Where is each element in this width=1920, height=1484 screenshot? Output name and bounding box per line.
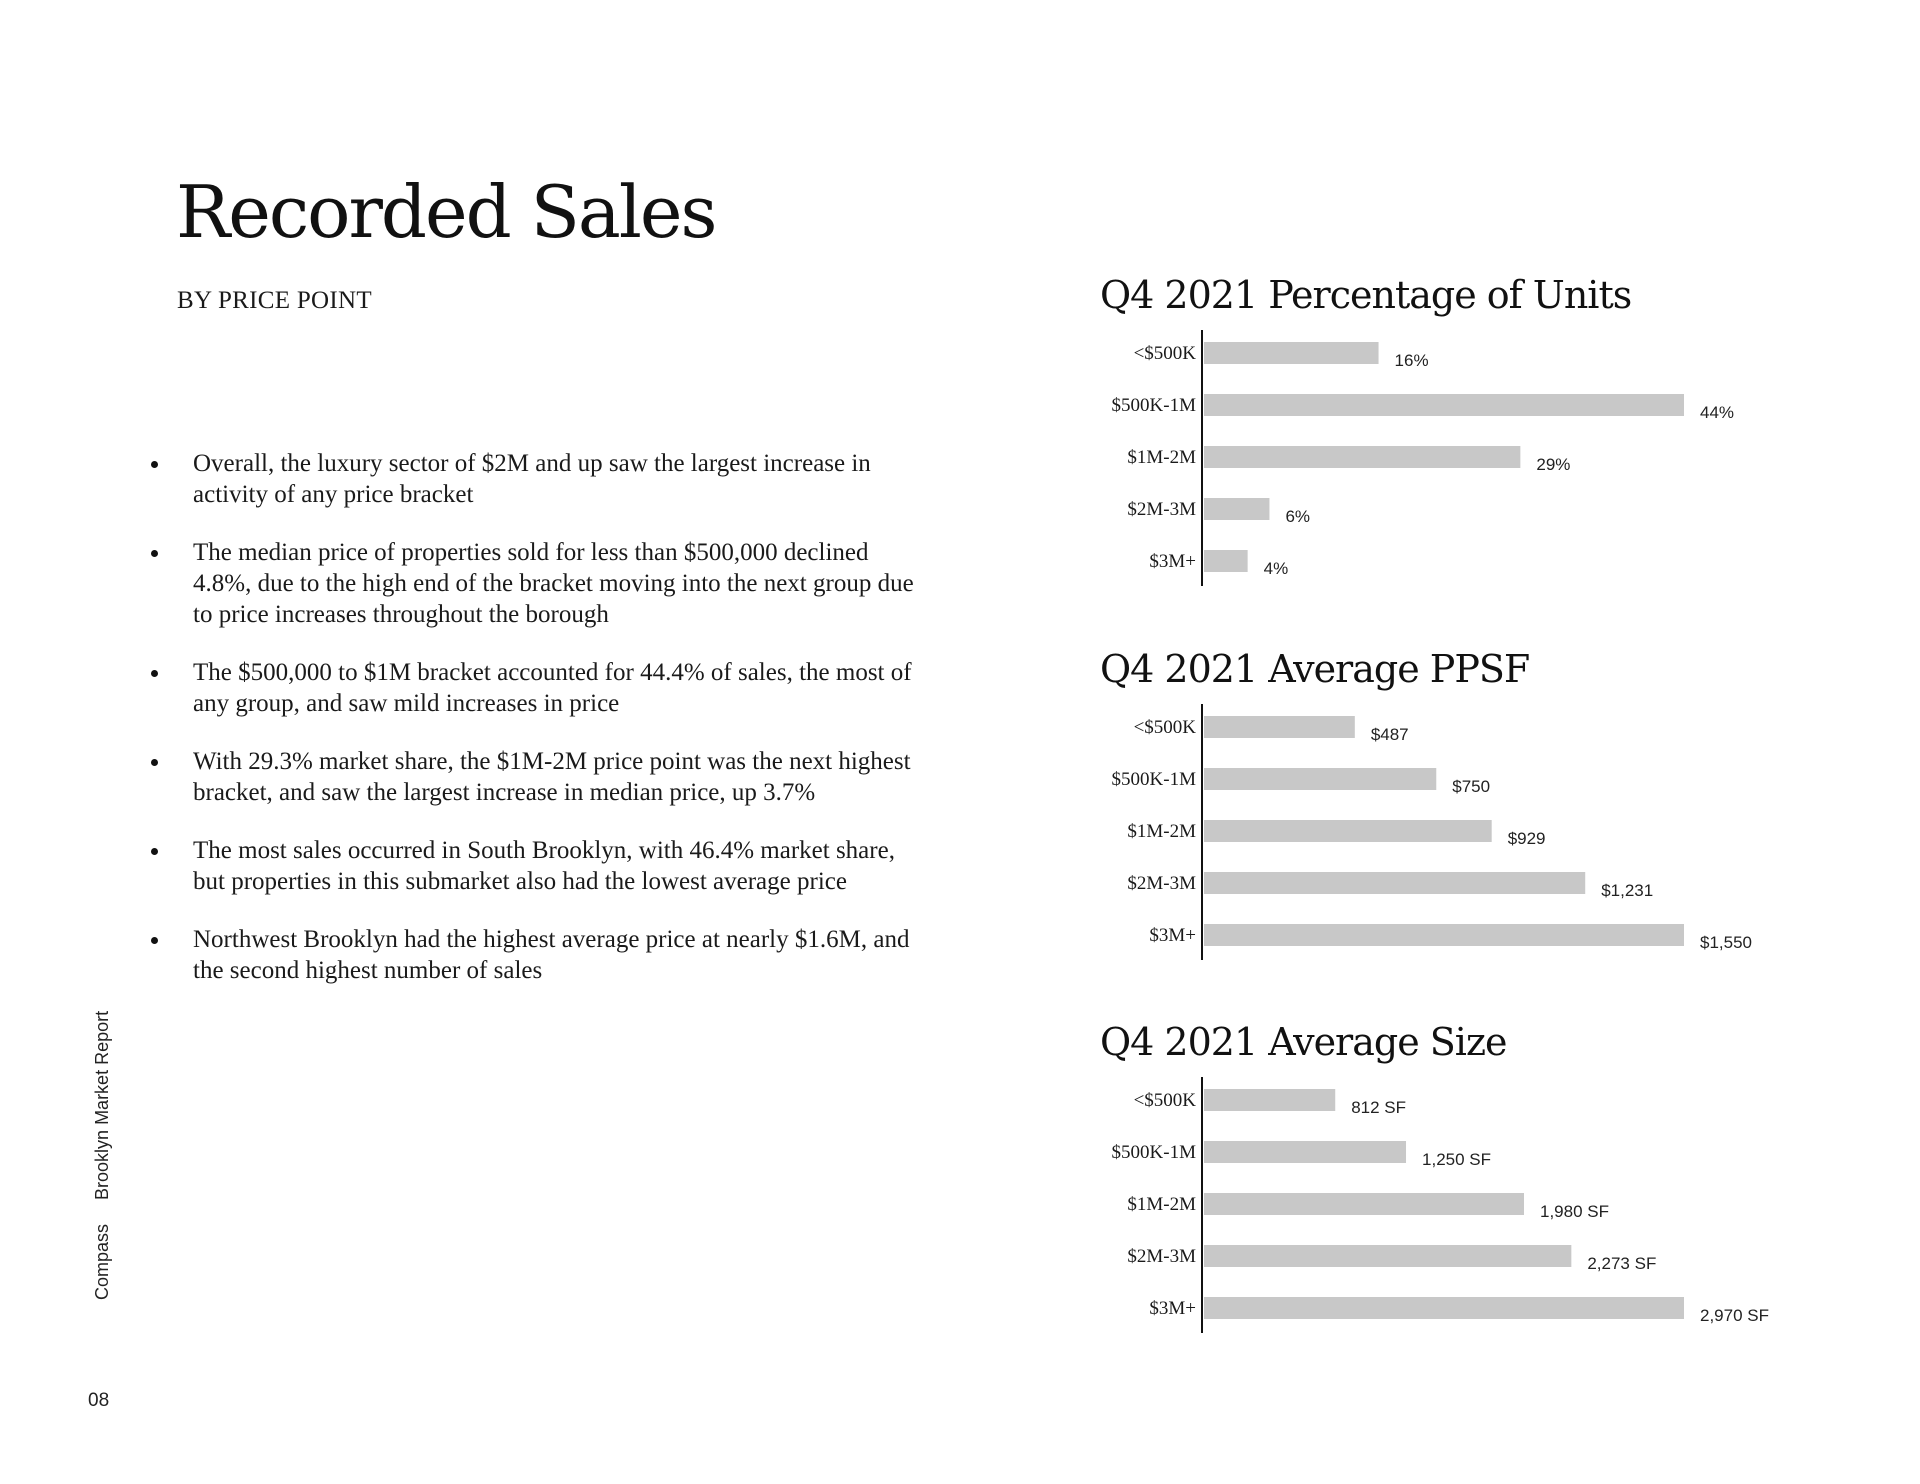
value-label-2m-3m: $1,231 [1601,881,1654,900]
category-label-3m: $3M+ [1149,1298,1196,1319]
bullet-list [138,448,938,1013]
bar-500k [1204,1089,1335,1111]
value-label-500k-1m: 1,250 SF [1422,1150,1492,1169]
category-label-1m-2m: $1M-2M [1127,821,1196,842]
category-label-500k-1m: $500K-1M [1111,769,1196,790]
bullet-text: With 29.3% market share, the $1M-2M price point was the next highest bracket, and saw the largest increase in median price, up 3.7% [193,748,911,806]
chart-size [1090,1077,1810,1347]
value-label-1m-2m: $929 [1507,829,1546,848]
bar-500k [1204,342,1379,364]
category-label-2m-3m: $2M-3M [1127,1246,1196,1267]
page-subtitle: BY PRICE POINT [177,287,372,314]
value-label-500k: 812 SF [1351,1098,1407,1117]
list-item [138,537,938,630]
chart-units [1090,330,1810,600]
bullet-text: Northwest Brooklyn had the highest average price at nearly $1.6M, and the second highest number of sales [193,926,910,984]
category-label-1m-2m: $1M-2M [1127,1194,1196,1215]
category-label-500k-1m: $500K-1M [1111,395,1196,416]
category-label-2m-3m: $2M-3M [1127,499,1196,520]
bullet-text: Overall, the luxury sector of $2M and up saw the largest increase in activity of any price bracket [193,450,871,508]
chart-ppsf [1090,704,1810,974]
side-footer [88,920,116,1300]
category-label-3m: $3M+ [1149,925,1196,946]
value-label-3m: $1,550 [1700,933,1752,952]
list-item [138,657,938,719]
chart-title-ppsf: Q4 2021 Average PPSF [1100,647,1530,691]
report-name: Brooklyn Market Report [91,1010,112,1200]
bar-1m-2m [1204,1193,1524,1215]
bar-500k-1m [1204,1141,1406,1163]
value-label-2m-3m: 2,273 SF [1587,1254,1657,1273]
category-label-500k: <$500K [1133,343,1196,364]
value-label-2m-3m: 6% [1285,507,1311,526]
list-item [138,746,938,808]
list-item [138,835,938,897]
category-label-500k: <$500K [1133,1090,1196,1111]
value-label-1m-2m: 29% [1536,455,1571,474]
value-label-3m: 4% [1263,559,1289,578]
category-label-500k: <$500K [1133,717,1196,738]
bullet-text: The median price of properties sold for less than $500,000 declined 4.8%, due to the high end of the bracket moving into the next group due to price increases throughout the borough [193,539,914,628]
category-label-2m-3m: $2M-3M [1127,873,1196,894]
category-label-3m: $3M+ [1149,551,1196,572]
value-label-500k-1m: $750 [1452,777,1491,796]
bullet-text: The most sales occurred in South Brooklyn, with 46.4% market share, but properties in this submarket also had the lowest average price [193,837,895,895]
list-item [138,924,938,986]
bar-500k-1m [1204,768,1436,790]
chart-title-size: Q4 2021 Average Size [1100,1020,1507,1064]
value-label-500k-1m: 44% [1700,403,1735,422]
value-label-3m: 2,970 SF [1700,1306,1769,1325]
bar-2m-3m [1204,1245,1571,1267]
category-label-1m-2m: $1M-2M [1127,447,1196,468]
bar-3m [1204,924,1684,946]
category-label-500k-1m: $500K-1M [1111,1142,1196,1163]
chart-title-units: Q4 2021 Percentage of Units [1100,273,1632,317]
bar-500k [1204,716,1355,738]
bar-1m-2m [1204,820,1492,842]
bullet-text: The $500,000 to $1M bracket accounted for 44.4% of sales, the most of any group, and saw mild increases in price [193,659,912,717]
bar-2m-3m [1204,872,1585,894]
value-label-500k: $487 [1370,725,1409,744]
value-label-1m-2m: 1,980 SF [1540,1202,1609,1221]
bar-500k-1m [1204,394,1684,416]
list-item [138,448,938,510]
bar-1m-2m [1204,446,1520,468]
bar-3m [1204,1297,1684,1319]
page-title: Recorded Sales [176,170,716,254]
bar-3m [1204,550,1248,572]
page-number: 08 [88,1390,110,1411]
value-label-500k: 16% [1394,351,1429,370]
bar-2m-3m [1204,498,1269,520]
brand-name: Compass [91,1223,112,1300]
